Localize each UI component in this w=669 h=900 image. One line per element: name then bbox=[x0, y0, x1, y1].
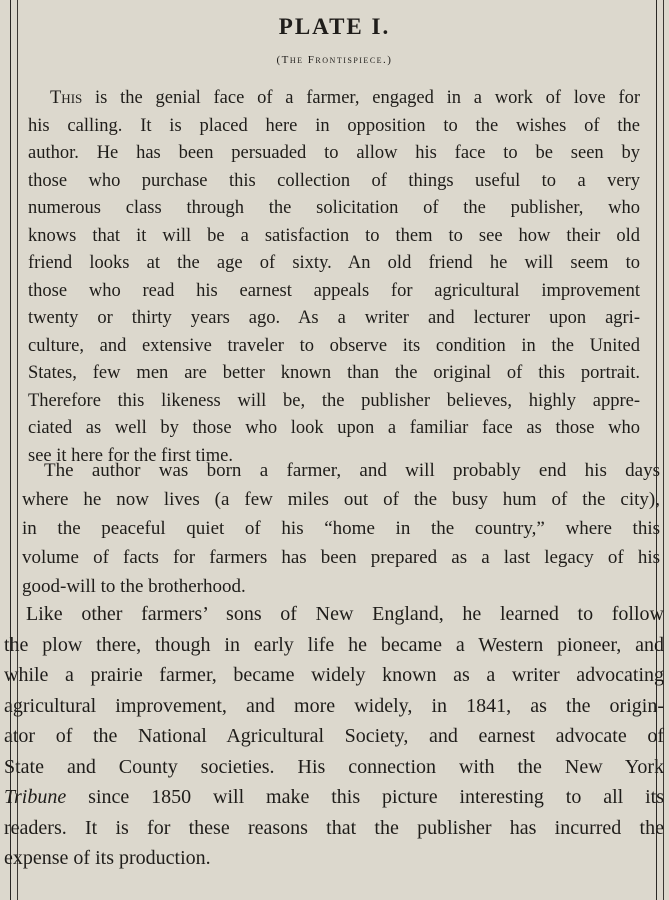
page-title: PLATE I. bbox=[278, 14, 391, 39]
text-line: The author was born a farmer, and will probably end his days bbox=[44, 460, 660, 481]
paragraph-1 bbox=[28, 85, 640, 470]
paragraph-2 bbox=[22, 456, 660, 601]
text-line: those who purchase this collection of things useful to a very bbox=[28, 170, 640, 191]
text-line: expense of its production. bbox=[4, 847, 211, 869]
text-line: Therefore this likeness will be, the publisher believes, highly appre- bbox=[28, 390, 640, 411]
text-line: readers. It is for these reasons that the publisher has incurred the bbox=[4, 816, 664, 839]
italic-word: Tribune bbox=[4, 786, 67, 808]
text-line: Tribune since 1850 will make this picture interesting to all its bbox=[4, 786, 665, 808]
drop-lead-word: This bbox=[50, 88, 83, 108]
text-line: twenty or thirty years ago. As a writer and lecturer upon agri- bbox=[28, 308, 640, 328]
text-line: where he now lives (a few miles out of the busy hum of the city), bbox=[22, 489, 660, 510]
text-line: State and County societies. His connection with the New York bbox=[4, 755, 664, 778]
text-line: volume of facts for farmers has been prepared as a last legacy of his bbox=[22, 547, 660, 568]
text-line: knows that it will be a satisfaction to them to see how their old bbox=[28, 225, 640, 246]
text-line: numerous class through the solicitation of the publisher, who bbox=[28, 198, 640, 218]
text-line: in the peaceful quiet of his “home in the country,” where this bbox=[22, 518, 660, 539]
paragraph-3 bbox=[4, 599, 664, 874]
text-line: the plow there, though in early life he became a Western pioneer, and bbox=[4, 633, 664, 656]
text-line: agricultural improvement, and more widely, in 1841, as the origin- bbox=[4, 694, 664, 717]
text-line: ciated as well by those who look upon a familiar face as those who bbox=[28, 418, 640, 438]
text-line: author. He has been persuaded to allow his face to be seen by bbox=[28, 143, 640, 163]
text-line: those who read his earnest appeals for agricultural improvement bbox=[28, 280, 640, 301]
page-subtitle: (The Frontispiece.) bbox=[276, 54, 393, 66]
text-line: while a prairie farmer, became widely known as a writer advocating bbox=[4, 664, 664, 686]
text-line: This is the genial face of a farmer, engaged in a work of love for bbox=[50, 88, 640, 108]
text-line: States, few men are better known than the original of this portrait. bbox=[28, 363, 640, 383]
text-line: ator of the National Agricultural Society, and earnest advocate of bbox=[4, 725, 664, 747]
text-line: see it here for the first time. bbox=[28, 445, 233, 466]
text-line: culture, and extensive traveler to observe its condition in the United bbox=[28, 335, 640, 356]
text-line: good-will to the brotherhood. bbox=[22, 576, 246, 597]
text-line: Like other farmers’ sons of New England, he learned to follow bbox=[26, 603, 664, 625]
text-line: his calling. It is placed here in opposition to the wishes of the bbox=[28, 115, 640, 136]
text-line: friend looks at the age of sixty. An old friend he will seem to bbox=[28, 253, 640, 273]
